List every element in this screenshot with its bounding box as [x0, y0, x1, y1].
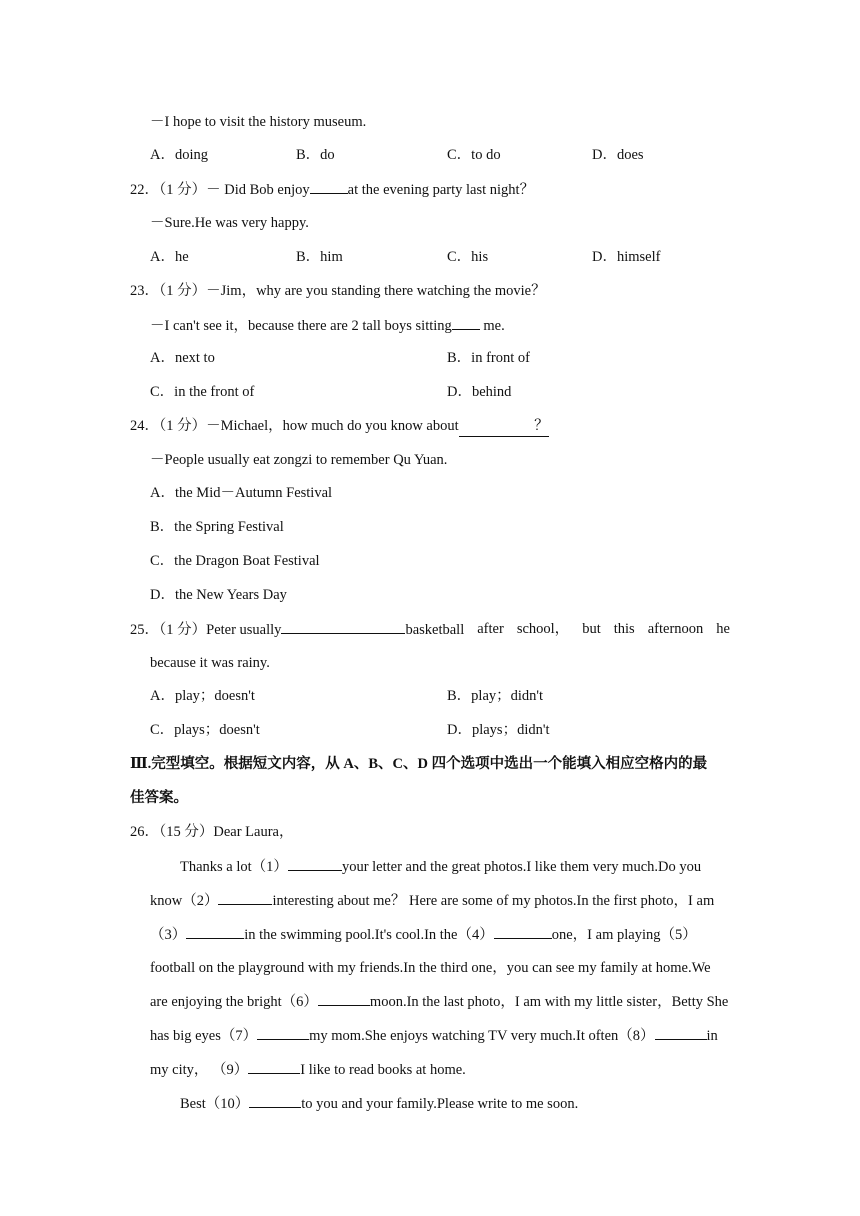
q26-line-8: Best（10） to you and your family.Please write to me soon. [180, 1093, 578, 1114]
section-3-heading-line2: 佳答案。 [130, 790, 188, 806]
q25-stem: 25．（1 分）Peter usually basketball after school， but this afternoon he [130, 621, 730, 638]
q26-line-3: （3） in the swimming pool.It's cool.In the（4） one，I am playing（5） [150, 924, 697, 945]
q26-line-2: know（2） interesting about me？ Here are some of my photos.In the first photo，I am [150, 890, 714, 911]
q21-option-b: B．do [296, 147, 335, 163]
q23-option-d: D．behind [447, 384, 512, 400]
blank-4 [494, 924, 552, 939]
q22-option-b: B．him [296, 249, 343, 265]
q26-line-1: Thanks a lot（1） your letter and the great photos.I like them very much.Do you [180, 856, 701, 877]
q22-option-c: C．his [447, 249, 489, 265]
q26-line-5: are enjoying the bright（6） moon.In the last photo，I am with my little sister，Betty She [150, 991, 728, 1012]
q24-answer: －People usually eat zongzi to remember Qu Yuan. [150, 452, 448, 468]
q21-answer: －I hope to visit the history museum. [150, 114, 367, 130]
q23-blank [452, 315, 480, 330]
q26-line-6: has big eyes（7） my mom.She enjoys watching TV very much.It often（8） in [150, 1025, 718, 1046]
q21-option-d: D．does [592, 147, 644, 163]
q24-option-b: B．the Spring Festival [150, 519, 284, 535]
blank-7 [257, 1025, 309, 1040]
blank-2 [218, 890, 272, 905]
blank-1 [288, 856, 342, 871]
q25-blank [281, 619, 405, 634]
q22-option-a: A．he [150, 249, 189, 265]
q24-option-c: C．the Dragon Boat Festival [150, 553, 320, 569]
q23-answer: －I can't see it，because there are 2 tall boys sitting me. [150, 315, 505, 336]
blank-10 [249, 1093, 301, 1108]
q21-option-a: A．doing [150, 147, 208, 163]
q22-blank [310, 179, 348, 194]
q24-option-d: D．the New Years Day [150, 587, 287, 603]
q22-option-d: D．himself [592, 249, 661, 265]
q23-option-a: A．next to [150, 350, 215, 366]
q25-option-b: B．play；didn't [447, 688, 544, 704]
q25-option-d: D．plays；didn't [447, 722, 550, 738]
q22-stem: 22．（1 分）－ Did Bob enjoy at the evening party last night？ [130, 179, 534, 200]
q25-option-c: C．plays；doesn't [150, 722, 260, 738]
blank-8 [655, 1025, 707, 1040]
q24-blank: ？ [459, 416, 549, 437]
q24-stem: 24．（1 分）－Michael，how much do you know about ？ [130, 416, 549, 437]
q26-header: 26．（15 分）Dear Laura， [130, 824, 294, 840]
q26-line-7: my city， （9） I like to read books at home. [150, 1059, 466, 1080]
q23-option-c: C．in the front of [150, 384, 255, 400]
q23-stem: 23．（1 分）－Jim，why are you standing there watching the movie？ [130, 283, 546, 299]
blank-6 [318, 991, 370, 1006]
q24-option-a: A．the Mid－Autumn Festival [150, 485, 333, 501]
q25-option-a: A．play；doesn't [150, 688, 255, 704]
q25-stem-line2: because it was rainy. [150, 655, 270, 671]
q26-line-4: football on the playground with my friends.In the third one，you can see my family at home.We [150, 960, 711, 976]
q23-option-b: B．in front of [447, 350, 530, 366]
blank-9 [248, 1059, 300, 1074]
blank-3 [186, 924, 244, 939]
q21-option-c: C．to do [447, 147, 501, 163]
section-3-heading: Ⅲ.完型填空。根据短文内容，从 A、B、C、D 四个选项中选出一个能填入相应空格内的最 [130, 756, 708, 772]
q22-answer: －Sure.He was very happy. [150, 215, 309, 231]
